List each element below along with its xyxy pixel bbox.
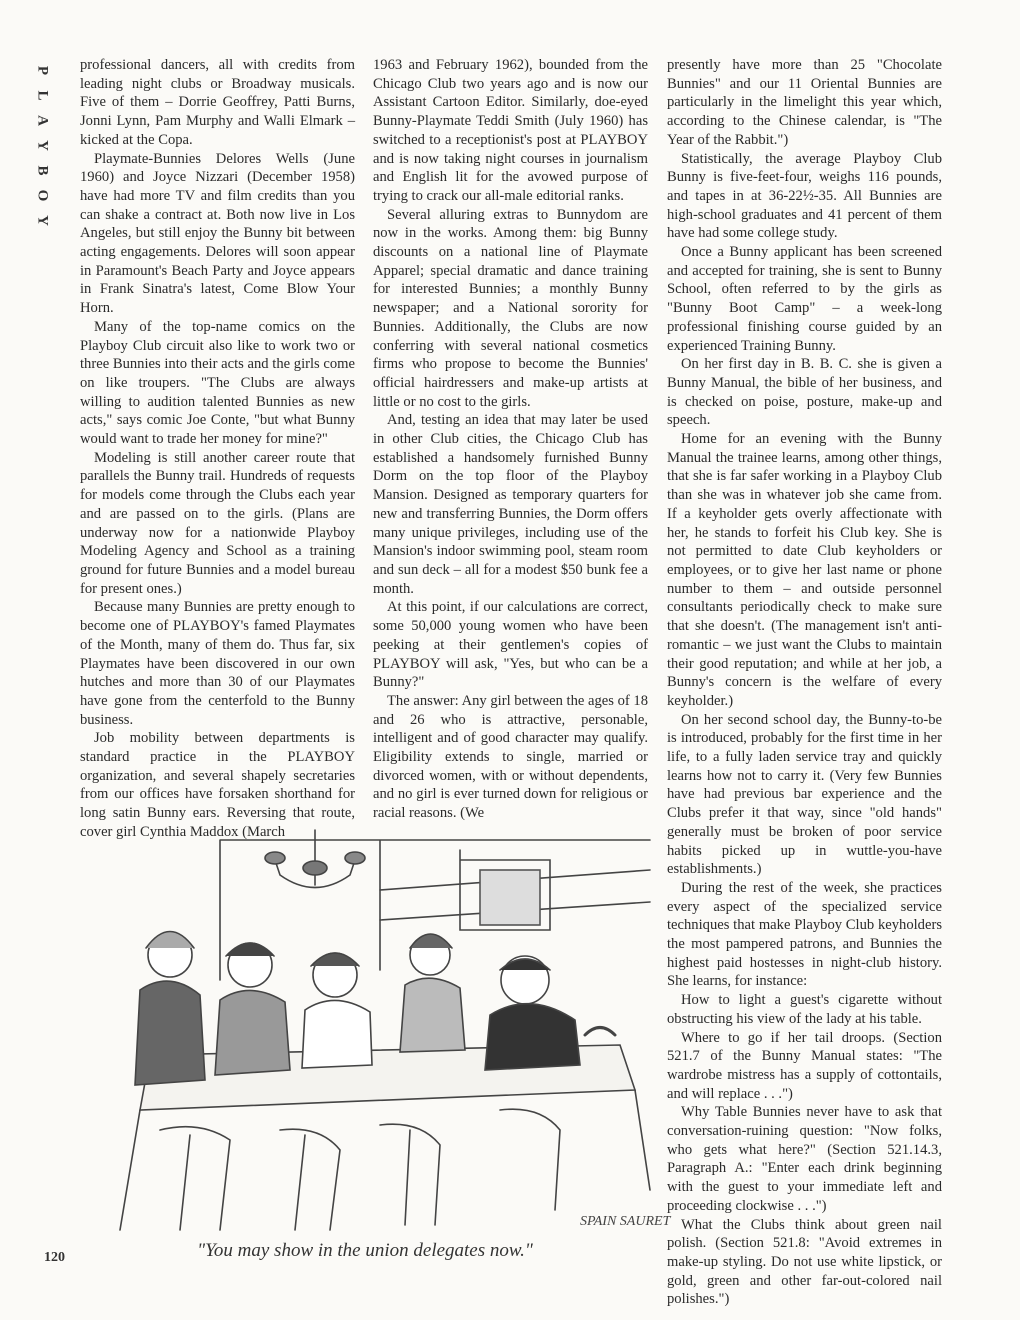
paragraph: Several alluring extras to Bunnydom are now in the works. Among them: big Bunny discounts on a national line of Playmate Apparel; special dramatic and dance training for interested Bunnies; a monthly Bunny newspaper; and a National sorority for Bunnies. Additionally, the Clubs are now conferring with several national cosmetics firms who propose to become the Bunnies' official hairdressers and make-up artists at little or no cost to the girls. — [373, 206, 648, 410]
paragraph: Because many Bunnies are pretty enough to become one of PLAYBOY's famed Playmates of the Month, many of them do. Thus far, six Playmates have been discovered in our own hutches and more than 30 of our Playmates have gone from the centerfold to the Bunny business. — [80, 599, 355, 728]
paragraph: Home for an evening with the Bunny Manual the trainee learns, among other things, that she is far safer working in a Playboy Club than she was in whatever job she came from. If a keyholder gets overly affectionate with her, he stands to forfeit his Club key. She is not permitted to date Club keyholders or employees, or to give her last name or phone number to them – and outside personnel consultants periodically check to make sure that she doesn't. (The management isn't anti-romantic – we just want the Clubs to maintain their good reputation; and while at her job, a Bunny's concern is the welfare of every keyholder.) — [667, 431, 942, 709]
paragraph: Where to go if her tail droops. (Section 521.7 of the Bunny Manual states: "The wardrobe mistress has a supply of cottontails, and will replace . . .") — [667, 1029, 942, 1102]
paragraph: Statistically, the average Playboy Club Bunny is five-feet-four, weighs 116 pounds, and tapes in at 36-22½-35. All Bunnies are high-school graduates and 41 percent of them have had some college study. — [667, 150, 942, 242]
paragraph: On her second school day, the Bunny-to-be is introduced, probably for the first time in her life, to a fully laden service tray and quickly learns how not to carry it. (Very few Bunnies have had previous bar experience and the Clubs prefer it that way, since "old hands" generally must be broken of poor service habits picked up in wuttle-you-have establishments.) — [667, 711, 942, 878]
text-column-3 — [667, 56, 942, 1309]
paragraph: 1963 and February 1962), bounded from the Chicago Club two years ago and is now our Assistant Cartoon Editor. Similarly, doe-eyed Bunny-Playmate Teddi Smith (July 1960) has switched to a receptionist's post at PLAYBOY and is now taking night courses in journalism and English lit for the avowed purpose of trying to crack our all-male editorial ranks. — [373, 57, 648, 204]
paragraph: And, testing an idea that may later be used in other Club cities, the Chicago Club has established a handsomely furnished Bunny Dorm on the top floor of the Playboy Mansion. Designed as temporary quarters for new and transferring Bunnies, the Dorm offers many unique privileges, including use of the Mansion's indoor swimming pool, steam room and sun deck – all for a modest $50 bunk fee a month. — [373, 412, 648, 597]
cartoon-caption: "You may show in the union delegates now." — [197, 1240, 533, 1261]
running-head — [30, 58, 54, 233]
paragraph: What the Clubs think about green nail polish. (Section 521.8: "Avoid extremes in make-up styling. Do not use white lipstick, or gold, green and other far-out-colored nail polishes.") — [667, 1216, 942, 1308]
running-head-letter: P — [34, 65, 51, 76]
paragraph: During the rest of the week, she practices every aspect of the specialized service techniques that make Playboy Club keyholders the most pampered patrons, and Bunnies the highest paid hostesses in night-club history. She learns, for instance: — [667, 879, 942, 990]
running-head-letter: O — [34, 189, 51, 202]
paragraph: The answer: Any girl between the ages of 18 and 26 who is attractive, personable, intelligent and of good character may qualify. Eligibility extends to single, married or divorced women, with or without dependents, and no girl is ever turned down for religious or racial reasons. (We — [373, 692, 648, 822]
paragraph: How to light a guest's cigarette without obstructing his view of the lady at his table. — [667, 992, 942, 1027]
paragraph: Job mobility between departments is standard practice in the PLAYBOY organization, and several shapely secretaries from our offices have forsaken shorthand for long satin Bunny ears. Reversing that route, cover girl Cynthia Maddox (March — [80, 730, 355, 840]
paragraph: Once a Bunny applicant has been screened and accepted for training, she is sent to Bunny School, often referred to by the girls as "Bunny Boot Camp" – a week-long professional finishing course guided by an experienced Training Bunny. — [667, 244, 942, 354]
paragraph: presently have more than 25 "Chocolate Bunnies" and our 11 Oriental Bunnies are particularly in the limelight this year which, according to the Chinese calendar, is "The Year of the Rabbit.") — [667, 57, 942, 148]
text-column-1 — [80, 56, 355, 842]
running-head-letter: Y — [34, 215, 51, 226]
running-head-letter: B — [34, 165, 51, 176]
paragraph: professional dancers, all with credits from leading night clubs or Broadway musicals. Five of them – Dorrie Geoffrey, Patti Burns, Jonni Lynn, Pam Murphy and Walli Elmark – kicked at the Copa. — [80, 57, 355, 148]
text-column-2 — [373, 56, 648, 823]
paragraph: Modeling is still another career route that parallels the Bunny trail. Hundreds of requests for models come through the Clubs each year and are passed on to the girls. (Plans are underway now for a nationwide Playboy Modeling Agency and School as a training ground for future Bunnies and a model bureau for present ones.) — [80, 449, 355, 597]
page-number: 120 — [44, 1250, 65, 1265]
paragraph: Many of the top-name comics on the Playboy Club circuit also like to work two or three Bunnies into their acts and the girls come on like troupers. "The Clubs are always willing to audition talented Bunnies as new acts," says comic Joe Conte, "but what Bunny would want to trade her money for mine?" — [80, 318, 355, 448]
paragraph: Why Table Bunnies never have to ask that conversation-ruining question: "Now folks, who gets what here?" (Section 521.14.3, Paragraph A.: "Enter each drink beginning with the guest to your immediate left and proceeding clockwise . . .") — [667, 1104, 942, 1214]
running-head-letter: A — [34, 115, 51, 126]
paragraph: On her first day in B. B. C. she is given a Bunny Manual, the bible of her business, and is checked on poise, posture, make-up and speech. — [667, 356, 942, 429]
cartoon-illustration — [80, 830, 671, 1235]
paragraph: Playmate-Bunnies Delores Wells (June 1960) and Joyce Nizzari (December 1958) have had more TV and film credits than you can shake a contract at. Both now live in Los Angeles, but still enjoy the Bunny bit between acting engagements. Delores will soon appear in Paramount's Beach Party and Joyce appears in Frank Sinatra's latest, Come Blow Your Horn. — [80, 150, 355, 317]
paragraph: At this point, if our calculations are correct, some 50,000 young women who have been peeking at their gentlemen's copies of PLAYBOY will ask, "Yes, but who can be a Bunny?" — [373, 599, 648, 691]
running-head-letter: L — [34, 90, 51, 101]
artist-signature: SPAIN SAURET — [580, 1214, 671, 1229]
running-head-letter: Y — [34, 140, 51, 151]
